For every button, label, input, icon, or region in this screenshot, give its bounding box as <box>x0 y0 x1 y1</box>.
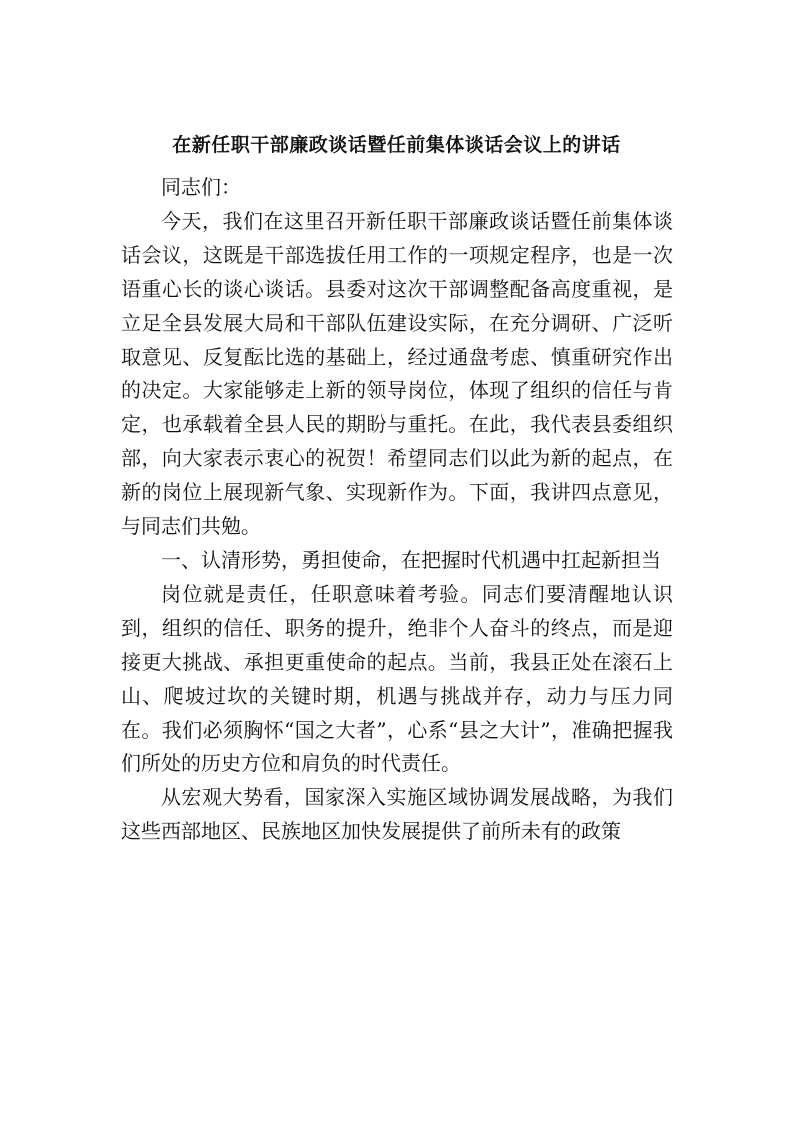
paragraph: 岗位就是责任，任职意味着考验。同志们要清醒地认识到，组织的信任、职务的提升，绝非个人奋斗的终点，而是迎接更大挑战、承担更重使命的起点。当前，我县正处在滚石上山、爬坡过坎的关键时期，机遇与挑战并存，动力与压力同在。我们必须胸怀“国之大者”，心系“县之大计”，准确把握我们所处的历史方位和肩负的时代责任。 <box>121 581 673 776</box>
salutation: 同志们： <box>161 175 241 199</box>
paragraph: 今天，我们在这里召开新任职干部廉政谈话暨任前集体谈话会议，这既是干部选拔任用工作的一项规定程序，也是一次语重心长的谈心谈话。县委对这次干部调整配备高度重视，是立足全县发展大局和干部队伍建设实际，在充分调研、广泛听取意见、反复酝比选的基础上，经过通盘考虑、慎重研究作出的决定。大家能够走上新的领导岗位，体现了组织的信任与肯定，也承载着全县人民的期盼与重托。在此，我代表县委组织部，向大家表示衷心的祝贺！希望同志们以此为新的起点，在新的岗位上展现新气象、实现新作为。下面，我讲四点意见，与同志们共勉。 <box>121 208 673 539</box>
section-heading: 一、认清形势，勇担使命，在把握时代机遇中扛起新担当 <box>161 547 661 572</box>
paragraph: 从宏观大势看，国家深入实施区域协调发展战略，为我们这些西部地区、民族地区加快发展提供了前所未有的政策 <box>121 785 673 844</box>
document-body <box>121 171 673 849</box>
document-title: 在新任职干部廉政谈话暨任前集体谈话会议上的讲话 <box>172 134 621 156</box>
